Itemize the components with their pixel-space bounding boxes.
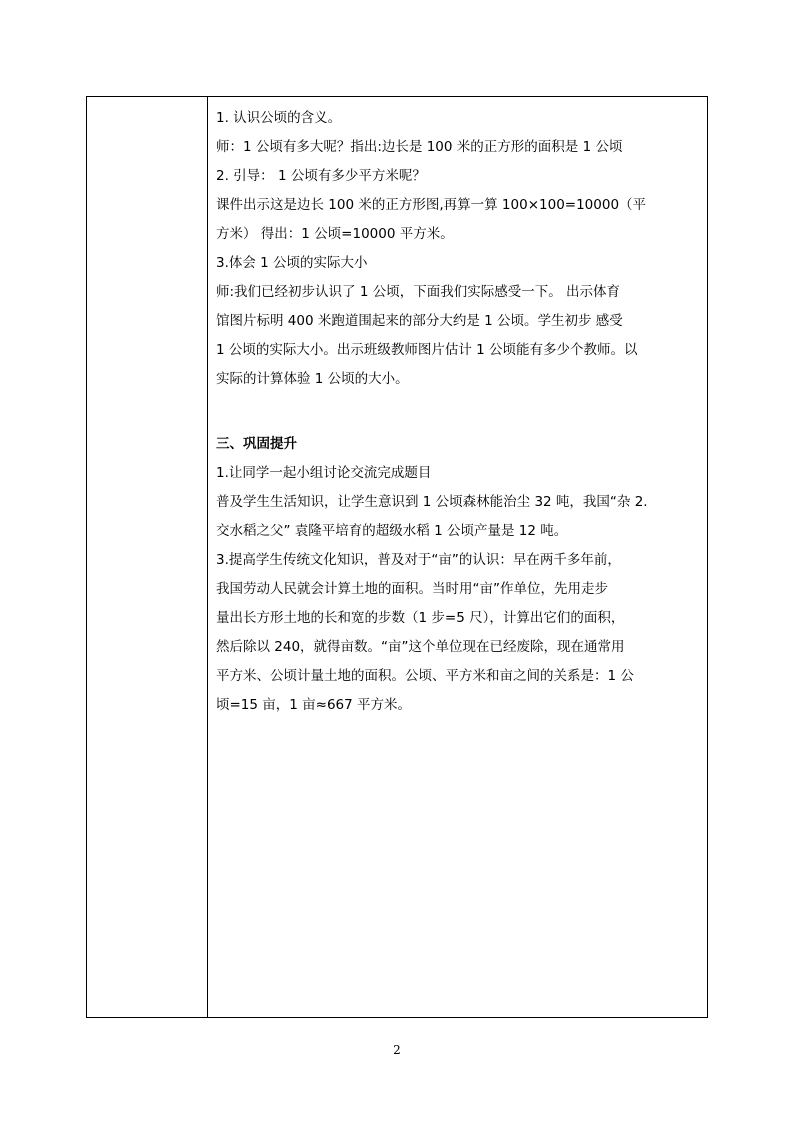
text-line: 2. 引导： 1 公顷有多少平方米呢？ bbox=[216, 168, 426, 184]
text-line: 顷=15 亩，1 亩≈667 平方米。 bbox=[216, 697, 412, 713]
text-line: 1.让同学一起小组讨论交流完成题目 bbox=[216, 465, 432, 481]
text-line: 3.体会 1 公顷的实际大小 bbox=[216, 255, 368, 271]
text-line: 1. 认识公顷的含义。 bbox=[216, 110, 342, 126]
page-number: 2 bbox=[393, 1043, 401, 1057]
text-line: 方米） 得出：1 公顷=10000 平方米。 bbox=[216, 226, 454, 242]
text-line: 量出长方形土地的长和宽的步数（1 步=5 尺），计算出它们的面积， bbox=[216, 610, 625, 626]
table-left-cell bbox=[87, 97, 208, 1017]
section-heading: 三、巩固提升 bbox=[216, 436, 297, 452]
text-line: 馆图片标明 400 米跑道围起来的部分大约是 1 公顷。学生初步 感受 bbox=[216, 313, 623, 329]
text-line: 实际的计算体验 1 公顷的大小。 bbox=[216, 371, 409, 387]
lesson-table bbox=[86, 96, 708, 1018]
text-line: 课件出示这是边长 100 米的正方形图,再算一算 100×100=10000（平 bbox=[216, 197, 647, 213]
text-line: 交水稻之父” 袁隆平培育的超级水稻 1 公顷产量是 12 吨。 bbox=[216, 523, 568, 539]
text-line: 师:我们已经初步认识了 1 公顷，下面我们实际感受一下。 出示体育 bbox=[216, 284, 621, 300]
text-line: 普及学生生活知识，让学生意识到 1 公顷森林能治尘 32 吨，我国“杂 2. bbox=[216, 494, 648, 510]
text-line: 1 公顷的实际大小。出示班级教师图片估计 1 公顷能有多少个教师。以 bbox=[216, 342, 638, 358]
text-line: 师：1 公顷有多大呢？指出:边长是 100 米的正方形的面积是 1 公顷 bbox=[216, 139, 623, 155]
text-line: 我国劳动人民就会计算土地的面积。当时用“亩”作单位，先用走步 bbox=[216, 581, 608, 597]
table-content-cell bbox=[209, 97, 707, 1017]
text-line: 3.提高学生传统文化知识，普及对于“亩”的认识：早在两千多年前， bbox=[216, 552, 621, 568]
text-line: 然后除以 240，就得亩数。“亩”这个单位现在已经废除，现在通常用 bbox=[216, 639, 625, 655]
section-spacer bbox=[216, 394, 700, 430]
text-line: 平方米、公顷计量土地的面积。公顷、平方米和亩之间的关系是：1 公 bbox=[216, 668, 634, 684]
